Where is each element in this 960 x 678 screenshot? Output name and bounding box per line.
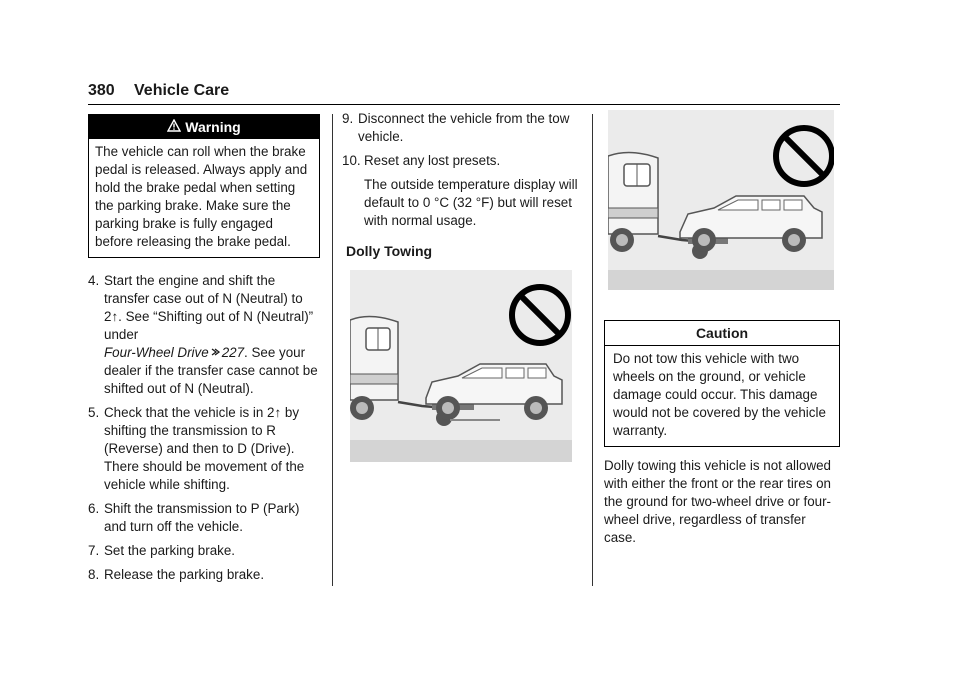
warning-header bbox=[89, 115, 319, 139]
column-2 bbox=[342, 110, 582, 462]
section-title: Vehicle Care bbox=[134, 82, 230, 99]
step-note: The outside temperature display will default to 0 °C (32 °F) but will reset with normal usage. bbox=[364, 177, 578, 228]
step-9 bbox=[342, 110, 582, 146]
warning-box bbox=[88, 114, 320, 258]
column-1 bbox=[88, 114, 320, 590]
step-number: 4. bbox=[88, 273, 100, 288]
step-text: Release the parking brake. bbox=[104, 567, 265, 582]
column-divider-1 bbox=[332, 114, 333, 586]
column-3 bbox=[604, 110, 840, 547]
step-4 bbox=[88, 272, 320, 398]
step-number: 6. bbox=[88, 501, 100, 516]
warning-text: The vehicle can roll when the brake pedal is released. Always apply and hold the brake pedal when setting the parking brake. Make sure the parking brake is fully engaged before releasing the brake pedal. bbox=[95, 144, 308, 249]
closing-paragraph: Dolly towing this vehicle is not allowed with either the front or the rear tires on the ground for two-wheel drive or four-wheel drive, regardless of transfer case. bbox=[604, 458, 832, 545]
step-text: Reset any lost presets. bbox=[364, 153, 501, 168]
step-6 bbox=[88, 500, 320, 536]
up-arrow-icon: ↑ bbox=[274, 405, 282, 420]
step-number: 5. bbox=[88, 405, 100, 420]
reference-arrow-icon bbox=[211, 344, 220, 362]
step-text: by shifting the transmission to R (Reverse) and then to D (Drive). There should be movement of the vehicle while shifting. bbox=[104, 405, 305, 492]
step-10 bbox=[342, 152, 582, 230]
warning-title: Warning bbox=[185, 119, 241, 135]
step-number: 10. bbox=[342, 153, 361, 168]
step-text: . See “Shifting out of N (Neutral)” under bbox=[104, 309, 314, 342]
up-arrow-icon: ↑ bbox=[111, 309, 119, 324]
caution-box bbox=[604, 320, 840, 447]
page-number: 380 bbox=[88, 82, 115, 99]
step-text: Start the engine and shift the transfer case out of N (Neutral) to 2 bbox=[104, 273, 303, 324]
step-number: 8. bbox=[88, 567, 100, 582]
cross-reference-page[interactable]: 227 bbox=[221, 345, 245, 360]
step-8 bbox=[88, 566, 320, 584]
column-divider-2 bbox=[592, 114, 593, 586]
page-header bbox=[88, 82, 840, 104]
caution-title: Caution bbox=[605, 321, 839, 346]
step-5 bbox=[88, 404, 320, 494]
step-7 bbox=[88, 542, 320, 560]
dolly-towing-heading: Dolly Towing bbox=[346, 243, 433, 259]
step-text: Disconnect the vehicle from the tow vehicle. bbox=[358, 111, 570, 144]
step-text: Shift the transmission to P (Park) and turn off the vehicle. bbox=[104, 501, 300, 534]
header-rule bbox=[88, 104, 840, 105]
step-number: 7. bbox=[88, 543, 100, 558]
step-text: Set the parking brake. bbox=[104, 543, 236, 558]
warning-triangle-icon bbox=[167, 115, 181, 139]
step-text: Check that the vehicle is in 2 bbox=[104, 405, 275, 420]
dolly-towing-illustration-2 bbox=[608, 110, 834, 290]
step-text: . See your dealer if the transfer case cannot be shifted out of N (Neutral). bbox=[104, 345, 318, 396]
step-number: 9. bbox=[342, 111, 354, 126]
dolly-towing-illustration bbox=[350, 270, 572, 462]
caution-text: Do not tow this vehicle with two wheels on the ground, or vehicle damage could occur. This damage would not be covered by the vehicle warranty. bbox=[613, 351, 826, 438]
cross-reference-link[interactable]: Four-Wheel Drive bbox=[104, 345, 209, 360]
